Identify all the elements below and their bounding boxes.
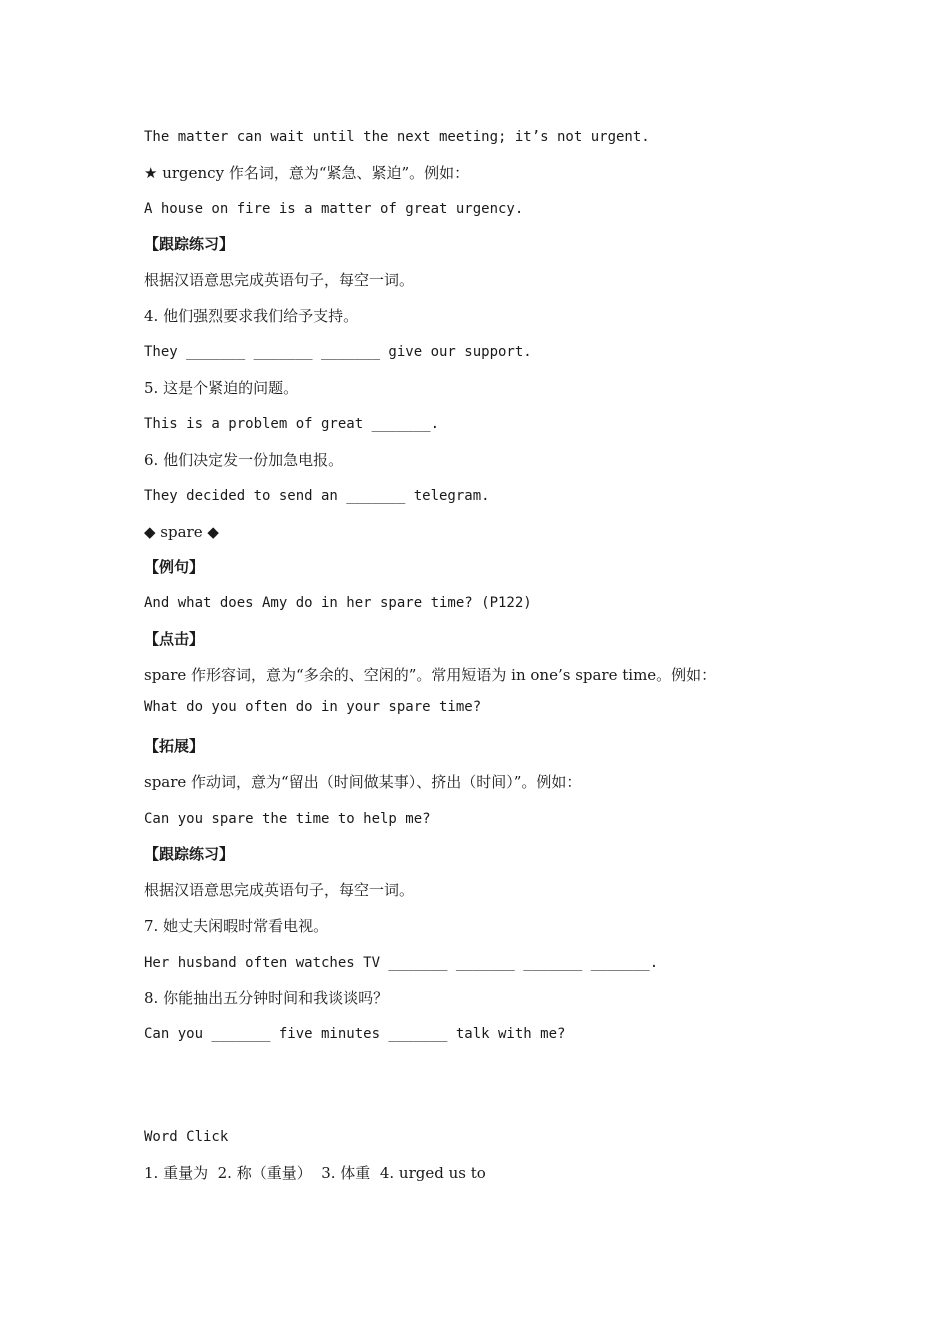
word-note: spare 作形容词，意为“多余的、空闲的”。常用短语为 in one’s spare time。例如：	[144, 666, 717, 684]
exercise-question: 8. 你能抽出五分钟时间和我谈谈吗？	[144, 989, 389, 1007]
section-heading: 【点击】	[144, 630, 205, 648]
answer-key-heading: Word Click	[144, 1129, 229, 1145]
exercise-question: 7. 她丈夫闲暇时常看电视。	[144, 917, 329, 935]
exercise-blank-sentence: Her husband often watches TV _______ _______ _______ _______.	[144, 955, 659, 971]
example-sentence: And what does Amy do in her spare time? (P122)	[144, 595, 532, 611]
exercise-question: 4. 他们强烈要求我们给予支持。	[144, 307, 359, 325]
word-note: ★ urgency 作名词，意为“紧急、紧迫”。例如：	[144, 164, 470, 182]
exercise-blank-sentence: They decided to send an _______ telegram.	[144, 488, 490, 504]
exercise-blank-sentence: This is a problem of great _______.	[144, 416, 440, 432]
section-heading: 【跟踪练习】	[144, 235, 235, 253]
example-sentence: Can you spare the time to help me?	[144, 811, 431, 827]
exercise-question: 5. 这是个紧迫的问题。	[144, 379, 299, 397]
example-sentence: What do you often do in your spare time?	[144, 699, 482, 715]
example-sentence: A house on fire is a matter of great urgency.	[144, 201, 524, 217]
example-sentence: The matter can wait until the next meeting; it’s not urgent.	[144, 129, 650, 145]
exercise-blank-sentence: They _______ _______ _______ give our support.	[144, 344, 532, 360]
word-note: spare 作动词，意为“留出（时间做某事）、挤出（时间）”。例如：	[144, 773, 582, 791]
instruction: 根据汉语意思完成英语句子，每空一词。	[144, 881, 415, 899]
exercise-question: 6. 他们决定发一份加急电报。	[144, 451, 344, 469]
section-heading: 【拓展】	[144, 737, 205, 755]
instruction: 根据汉语意思完成英语句子，每空一词。	[144, 271, 415, 289]
answer-key: 1. 重量为 2. 称（重量） 3. 体重 4. urged us to	[144, 1164, 486, 1182]
word-heading: ◆ spare ◆	[144, 523, 219, 541]
section-heading: 【例句】	[144, 558, 205, 576]
section-heading: 【跟踪练习】	[144, 845, 235, 863]
exercise-blank-sentence: Can you _______ five minutes _______ talk with me?	[144, 1026, 566, 1042]
